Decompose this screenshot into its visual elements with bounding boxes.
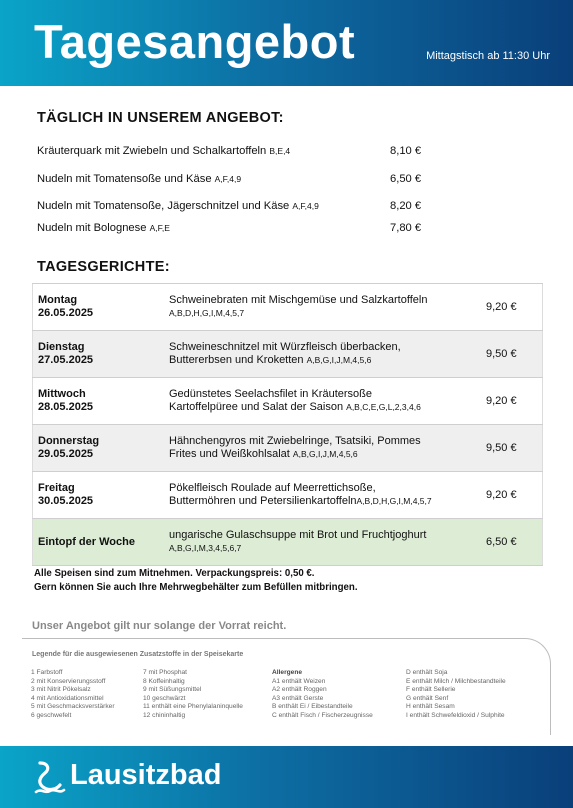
legend-col-allergens: Allergene A1 enthält Weizen A2 enthält Roggen A3 enthält Gerste B enthält Ei / Eibestandteile C enthält Fisch / Fischerzeugnisse: [272, 669, 373, 719]
eintopf-label: Eintopf der Woche: [33, 519, 170, 566]
dish-line: Buttererbsen und Kroketten: [169, 354, 304, 366]
allergen-codes: A,F,4,9: [214, 174, 242, 184]
table-row: [33, 472, 543, 519]
footer-banner: [0, 746, 573, 808]
daily-item-price: 8,10 €: [390, 145, 422, 157]
dish-price: 9,20 €: [476, 284, 543, 331]
allergen-codes: A,B,G,I,J,M,4,5,6: [306, 355, 372, 365]
dish-line: Pökelfleisch Roulade auf Meerrettichsoße,: [169, 482, 376, 494]
daily-item-price: 8,20 €: [390, 200, 422, 212]
daily-item-price: 6,50 €: [390, 173, 422, 185]
page-title: Tagesangebot: [34, 15, 356, 68]
packaging-price: 0,50 €.: [284, 568, 315, 579]
allergen-codes: A,B,G,I,M,3,4,5,6,7: [169, 543, 242, 553]
allergen-codes: A,B,D,H,G,I,M,4,5,7: [356, 496, 432, 506]
daily-item-name: Kräuterquark mit Zwiebeln und Schalkartoffeln: [37, 145, 267, 157]
date: 27.05.2025: [38, 354, 94, 366]
dish-line: Frites und Weißkohlsalat: [169, 448, 290, 460]
supply-note: Unser Angebot gilt nur solange der Vorrat reicht.: [32, 620, 287, 632]
dish-line: Schweinebraten mit Mischgemüse und Salzkartoffeln: [169, 294, 428, 306]
lunch-time: Mittagstisch ab 11:30 Uhr: [426, 50, 550, 62]
table-row: [33, 331, 543, 378]
dish-price: 9,20 €: [476, 472, 543, 519]
daily-heading: TÄGLICH IN UNSEREM ANGEBOT:: [37, 110, 284, 126]
dish-price: 9,50 €: [476, 425, 543, 472]
allergen-codes: A,B,D,H,G,I,M,4,5,7: [169, 308, 245, 318]
legend-col-allergens-2: D enthält Soja E enthält Milch / Milchbestandteile F enthält Sellerie G enthält Senf H enthält Sesam I enthält Schwefeldioxid / Sulphite: [406, 669, 506, 719]
brand-name: Lausitzbad: [70, 759, 222, 791]
tagesgerichte-heading: TAGESGERICHTE:: [37, 259, 170, 275]
allergen-codes: A,B,C,E,G,L,2,3,4,6: [346, 402, 421, 412]
table-row: [33, 284, 543, 331]
daily-dishes-table: [32, 283, 543, 566]
weekday: Dienstag: [38, 341, 85, 353]
allergen-codes: A,F,E: [149, 223, 170, 233]
date: 29.05.2025: [38, 448, 94, 460]
wave-logo-icon: [34, 761, 66, 795]
dish-price: 9,50 €: [476, 331, 543, 378]
table-row-eintopf: [33, 519, 543, 566]
dish-line: Kartoffelpüree und Salat der Saison: [169, 401, 344, 413]
dish-line: Buttermöhren und Petersilienkartoffeln: [169, 495, 357, 507]
legend: [22, 638, 551, 735]
dish-price: 9,20 €: [476, 378, 543, 425]
weekday: Montag: [38, 294, 78, 306]
table-row: [33, 378, 543, 425]
date: 30.05.2025: [38, 495, 94, 507]
allergen-codes: A,F,4,9: [292, 201, 319, 211]
weekday: Mittwoch: [38, 388, 86, 400]
date: 28.05.2025: [38, 401, 94, 413]
dish-line: ungarische Gulaschsuppe mit Brot und Fruchtjoghurt: [169, 529, 427, 541]
daily-item-name: Nudeln mit Tomatensoße und Käse: [37, 173, 212, 185]
daily-item-price: 7,80 €: [390, 222, 422, 234]
daily-item-name: Nudeln mit Bolognese: [37, 222, 147, 234]
allergen-codes: A,B,G,I,J,M,4,5,6: [292, 449, 358, 459]
date: 26.05.2025: [38, 307, 94, 319]
legend-col-additives-2: 7 mit Phosphat 8 Koffeinhaltig 9 mit Süßungsmittel 10 geschwärzt 11 enthält eine Phenylalaninquelle 12 chininhaltig: [143, 669, 243, 719]
legend-col-additives: 1 Farbstoff 2 mit Konservierungsstoff 3 mit Nitrit Pökelsalz 4 mit Antioxidationsmittel 5 mit Geschmacksverstärker 6 geschwefelt: [31, 669, 115, 719]
dish-line: Hähnchengyros mit Zwiebelringe, Tsatsiki, Pommes: [169, 435, 421, 447]
daily-item-name: Nudeln mit Tomatensoße, Jägerschnitzel und Käse: [37, 200, 290, 212]
legend-title: Legende für die ausgewiesenen Zusatzstoffe in der Speisekarte: [32, 651, 244, 658]
weekday: Donnerstag: [38, 435, 100, 447]
header-banner: [0, 0, 573, 86]
dish-line: Schweineschnitzel mit Würzfleisch überbacken,: [169, 341, 401, 353]
weekday: Freitag: [38, 482, 75, 494]
dish-line: Gedünstetes Seelachsfilet in Kräutersoße: [169, 388, 373, 400]
dish-price: 6,50 €: [476, 519, 543, 566]
allergen-codes: B,E,4: [269, 146, 291, 156]
takeaway-note: Alle Speisen sind zum Mitnehmen. Verpackungspreis: 0,50 €. Gern können Sie auch Ihre Mehrwegbehälter zum Befüllen mitbringen.: [34, 568, 358, 593]
table-row: [33, 425, 543, 472]
